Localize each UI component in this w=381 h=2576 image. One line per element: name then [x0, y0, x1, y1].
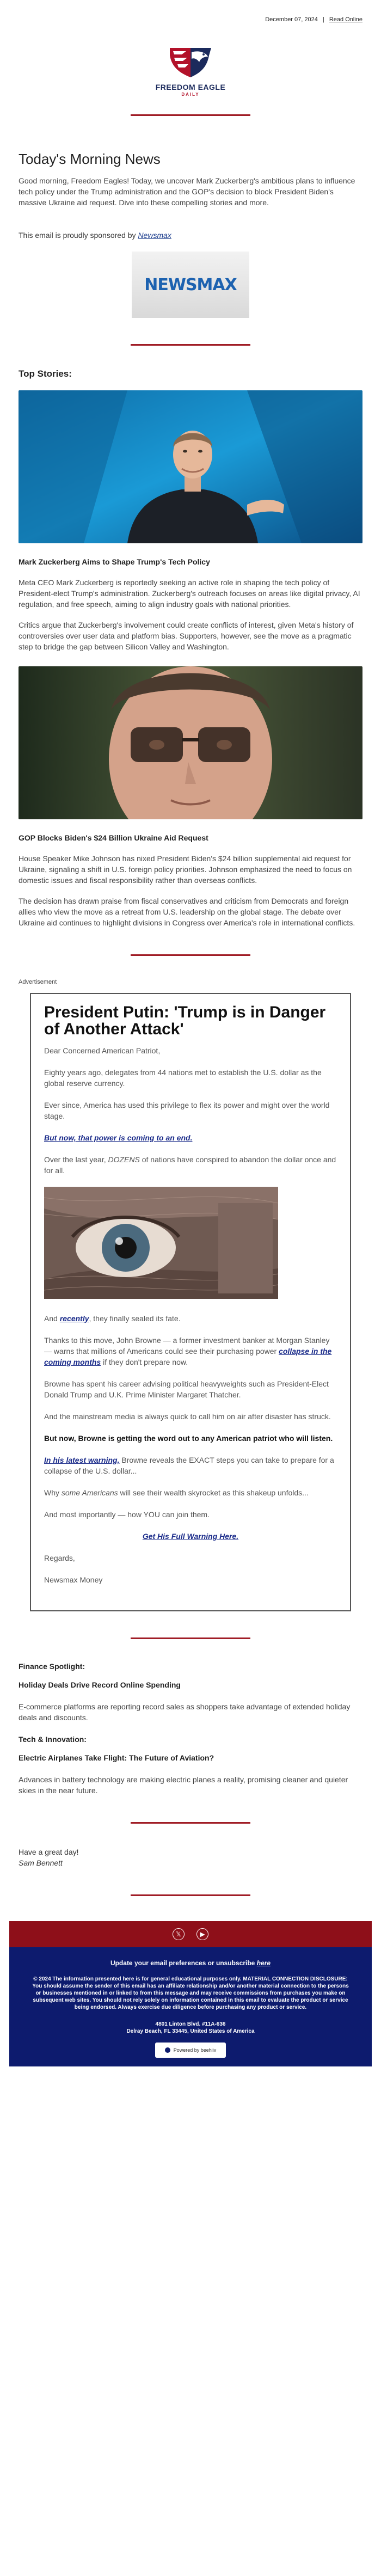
ad-link[interactable]: In his latest warning, — [44, 1456, 120, 1464]
story-image-zuckerberg[interactable] — [19, 390, 362, 543]
ad-headline: President Putin: 'Trump is in Danger of Another Attack' — [44, 1003, 326, 1038]
tech-text: Advances in battery technology are making electric planes a reality, promising cleaner and quieter skies in the near future. — [19, 1775, 348, 1795]
ad-regards: Regards, — [44, 1554, 75, 1562]
sponsor-text: This email is proudly sponsored by — [19, 231, 136, 240]
ad-paragraph: Ever since, America has used this privilege to flex its power and might over the world stage. — [44, 1101, 330, 1120]
sponsor-banner[interactable] — [132, 252, 249, 318]
divider — [131, 954, 250, 956]
ad-link[interactable]: collapse in the coming months — [44, 1347, 332, 1366]
badge-text: Powered by beehiiv — [173, 2047, 217, 2053]
closing-line: Have a great day! — [19, 1848, 79, 1856]
ad-text: will see their wealth skyrocket as this shakeup unfolds... — [118, 1488, 309, 1497]
ad-text: , they finally sealed its fate. — [89, 1314, 181, 1323]
top-bar — [19, 0, 362, 33]
ad-text: Browne reveals the EXACT steps you can take to prepare for a collapse of the U.S. dollar... — [44, 1456, 334, 1475]
story-title[interactable]: GOP Blocks Biden's $24 Billion Ukraine Aid Request — [19, 833, 208, 842]
story-paragraph: House Speaker Mike Johnson has nixed President Biden's $24 billion supplemental aid request for Ukraine, signaling a shift in U.S. foreign policy priorities. Johnson emphasized the need to focus on domestic issues and fiscal responsibility rather than overseas conflicts. — [19, 854, 352, 885]
issue-date: December 07, 2024 — [265, 16, 318, 23]
read-online-link[interactable]: Read Online — [329, 16, 362, 23]
johnson-photo — [19, 666, 362, 819]
preferences-text: Update your email preferences or unsubscribe — [110, 1959, 257, 1967]
brand-logo[interactable] — [19, 33, 362, 114]
ad-paragraph: Browne has spent his career advising political heavyweights such as President-Elect Donald Trump and U.K. Prime Minister Margaret Thatcher. — [44, 1379, 329, 1399]
ad-cta-line — [44, 1531, 337, 1542]
dollar-bill-eye-photo — [44, 1187, 278, 1299]
intro-paragraph: Good morning, Freedom Eagles! Today, we uncover Mark Zuckerberg's ambitious plans to influence tech policy under the Trump administration and the GOP's decision to block President Biden's massive Ukraine aid request. Dive into these compelling stories and more. — [19, 176, 355, 207]
divider — [131, 1894, 250, 1896]
story-paragraph: The decision has drawn praise from fiscal conservatives and criticism from Democrats and foreign allies who view the move as a retreat from U.S. leadership on the global stage. The debate over Ukraine aid continues to highlight divisions in Congress over America's role in international conflicts. — [19, 897, 355, 927]
ad-paragraph — [44, 1154, 337, 1176]
ad-label: Advertisement — [19, 979, 57, 985]
address — [9, 2021, 372, 2035]
eagle-shield-icon — [165, 45, 216, 81]
ad-text: of nations have conspired to abandon the dollar once and for all. — [44, 1155, 336, 1175]
footer — [9, 1921, 372, 2066]
youtube-icon[interactable]: ▶ — [196, 1928, 208, 1940]
ad-cta-link[interactable]: Get His Full Warning Here. — [142, 1532, 239, 1541]
preferences-line — [9, 1959, 372, 1967]
ad-paragraph — [44, 1455, 337, 1476]
finance-title[interactable]: Holiday Deals Drive Record Online Spending — [19, 1680, 181, 1689]
beehiiv-badge[interactable] — [155, 2043, 226, 2058]
ad-paragraph: But now, Browne is getting the word out to any American patriot who will listen. — [44, 1434, 333, 1443]
divider — [131, 1822, 250, 1824]
disclaimer: © 2024 The information presented here is for general educational purposes only. MATERIAL CONNECTION DISCLOSURE: You should assume the sender of this email has an affiliate relationship and/or another material connection to the persons or businesses mentioned in or linked to from this message and may receive commissions from purchases you make on subsequent web sites. You should not rely solely on information contained in this email to evaluate the product or service being endorsed. Always exercise due diligence before purchasing any product or service. — [32, 1976, 349, 2010]
unsubscribe-link[interactable]: here — [256, 1959, 271, 1967]
advertisement-box — [30, 993, 351, 1611]
separator: | — [322, 16, 324, 23]
ad-emphasis: DOZENS — [108, 1155, 140, 1164]
ad-paragraph: And the mainstream media is always quick to call him on air after disaster has struck. — [44, 1412, 331, 1421]
ad-paragraph: And most importantly — how YOU can join them. — [44, 1510, 210, 1519]
ad-text: Over the last year, — [44, 1155, 108, 1164]
ad-salutation: Dear Concerned American Patriot, — [44, 1046, 161, 1055]
logo-title: FREEDOM EAGLE — [155, 83, 226, 91]
author-name: Sam Bennett — [19, 1859, 63, 1867]
story-image-johnson[interactable] — [19, 666, 362, 819]
tech-heading: Tech & Innovation: — [19, 1735, 87, 1744]
beehiiv-icon — [165, 2047, 170, 2053]
ad-emphasis: some Americans — [61, 1488, 118, 1497]
closing — [19, 1847, 362, 1868]
divider — [131, 1637, 250, 1639]
ad-text: if they don't prepare now. — [101, 1358, 188, 1366]
divider — [131, 344, 250, 346]
finance-heading: Finance Spotlight: — [19, 1662, 85, 1671]
zuckerberg-photo — [19, 390, 362, 543]
ad-image-dollar[interactable] — [44, 1187, 278, 1299]
social-bar — [9, 1921, 372, 1947]
sponsor-line — [19, 231, 362, 240]
tech-title[interactable]: Electric Airplanes Take Flight: The Future of Aviation? — [19, 1753, 214, 1762]
story-title[interactable]: Mark Zuckerberg Aims to Shape Trump's Tech Policy — [19, 557, 210, 566]
address-line: 4801 Linton Blvd. #11A-636 — [155, 2021, 226, 2027]
page-title: Today's Morning News — [19, 151, 161, 167]
ad-paragraph — [44, 1487, 337, 1498]
divider — [131, 114, 250, 116]
newsmax-logo: NEWSMAX — [144, 275, 237, 295]
ad-text: Thanks to this move, John Browne — a former investment banker at Morgan Stanley — warns that millions of Americans could see their purchasing power — [44, 1336, 330, 1356]
finance-text: E-commerce platforms are reporting record sales as shoppers take advantage of extended holiday deals and discounts. — [19, 1702, 351, 1722]
ad-text: Why — [44, 1488, 62, 1497]
top-stories-heading: Top Stories: — [19, 369, 72, 379]
ad-text: And — [44, 1314, 60, 1323]
ad-paragraph — [44, 1313, 337, 1324]
ad-link[interactable]: recently — [59, 1314, 89, 1323]
story-paragraph: Critics argue that Zuckerberg's involvement could create conflicts of interest, given Meta's history of controversies over user data and platform bias. Supporters, however, see the move as a pragmatic step to bridge the gap between Silicon Valley and Washington. — [19, 621, 354, 651]
ad-paragraph — [44, 1335, 337, 1367]
ad-paragraph: Eighty years ago, delegates from 44 nations met to establish the U.S. dollar as the global reserve currency. — [44, 1068, 322, 1088]
sponsor-link[interactable]: Newsmax — [138, 231, 171, 240]
x-icon[interactable]: 𝕏 — [173, 1928, 185, 1940]
ad-signoff: Newsmax Money — [44, 1575, 103, 1584]
ad-link[interactable]: But now, that power is coming to an end. — [44, 1133, 193, 1142]
logo-subtitle: DAILY — [181, 92, 200, 97]
address-line: Delray Beach, FL 33445, United States of America — [126, 2028, 255, 2034]
story-paragraph: Meta CEO Mark Zuckerberg is reportedly seeking an active role in shaping the tech policy of President-elect Trump's administration. Zuckerberg's outreach focuses on areas like digital privacy, AI regulation, and free speech, aiming to align industry goals with national priorities. — [19, 578, 360, 609]
ad-paragraph — [44, 1132, 337, 1143]
